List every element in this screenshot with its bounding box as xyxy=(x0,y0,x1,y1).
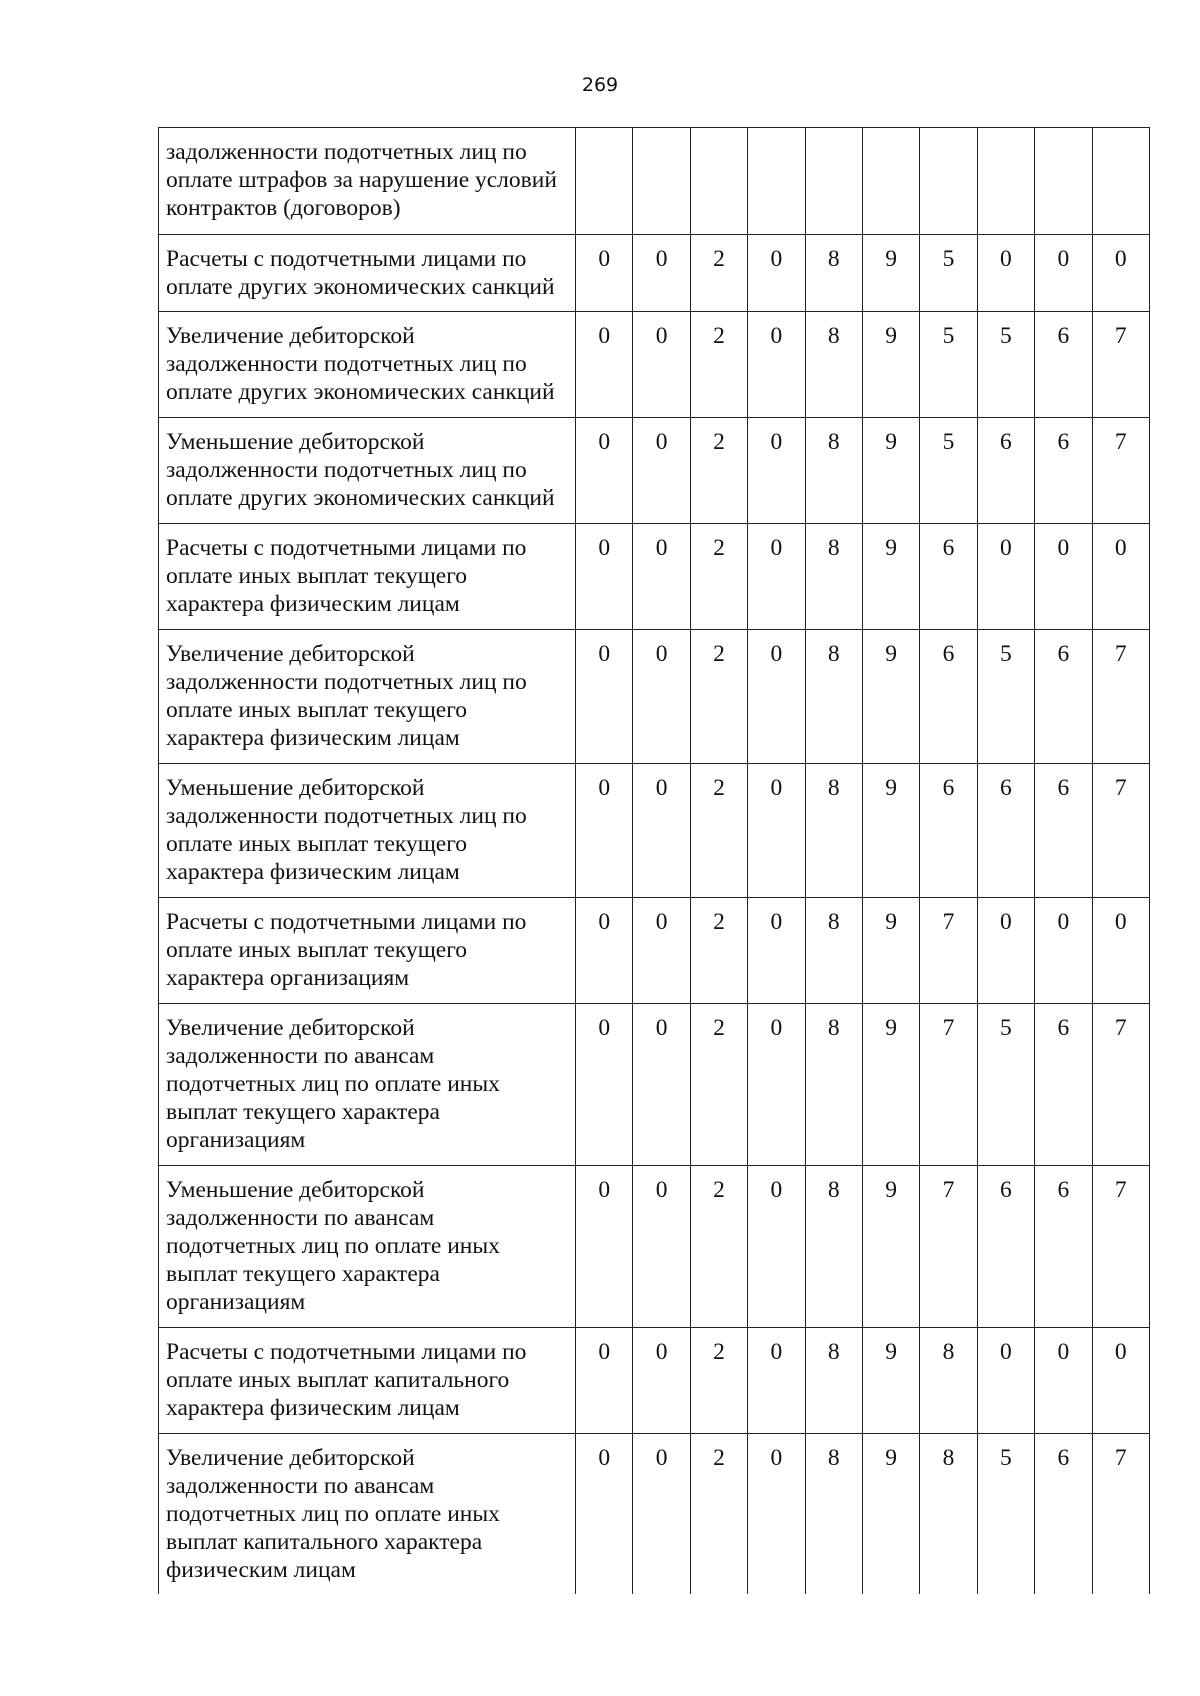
code-digit-cell: 0 xyxy=(748,898,805,1004)
table-row xyxy=(159,1434,1150,1594)
code-digit-cell: 0 xyxy=(1092,235,1149,312)
table-row xyxy=(159,1328,1150,1434)
code-digit-cell: 8 xyxy=(805,764,862,898)
code-digit-cell: 8 xyxy=(805,898,862,1004)
code-digit-cell: 0 xyxy=(576,312,633,418)
code-digit-cell: 9 xyxy=(862,312,919,418)
table-row xyxy=(159,235,1150,312)
code-digit-cell: 0 xyxy=(748,764,805,898)
code-digit-cell: 5 xyxy=(977,630,1034,764)
code-digit-cell: 0 xyxy=(1092,524,1149,630)
code-digit-cell: 0 xyxy=(977,524,1034,630)
code-digit-cell: 2 xyxy=(690,312,747,418)
code-digit-cell xyxy=(748,128,805,235)
code-digit-cell: 0 xyxy=(576,235,633,312)
code-digit-cell: 0 xyxy=(576,630,633,764)
code-digit-cell: 6 xyxy=(1035,1166,1092,1328)
code-digit-cell: 8 xyxy=(805,1328,862,1434)
code-digit-cell: 7 xyxy=(1092,630,1149,764)
code-digit-cell: 6 xyxy=(1035,764,1092,898)
code-digit-cell: 0 xyxy=(633,630,690,764)
code-digit-cell: 6 xyxy=(1035,630,1092,764)
code-digit-cell xyxy=(1092,128,1149,235)
code-digit-cell: 0 xyxy=(576,1004,633,1166)
table-row xyxy=(159,1004,1150,1166)
code-digit-cell: 0 xyxy=(748,1328,805,1434)
table-row xyxy=(159,312,1150,418)
code-digit-cell: 9 xyxy=(862,898,919,1004)
code-digit-cell xyxy=(805,128,862,235)
code-digit-cell: 8 xyxy=(805,312,862,418)
code-digit-cell: 0 xyxy=(633,898,690,1004)
code-digit-cell: 2 xyxy=(690,1004,747,1166)
code-digit-cell: 0 xyxy=(576,898,633,1004)
code-digit-cell: 6 xyxy=(977,1166,1034,1328)
code-digit-cell: 0 xyxy=(633,1434,690,1594)
code-digit-cell: 9 xyxy=(862,764,919,898)
code-digit-cell: 2 xyxy=(690,630,747,764)
code-digit-cell: 0 xyxy=(633,1004,690,1166)
table-row xyxy=(159,898,1150,1004)
code-digit-cell: 7 xyxy=(1092,764,1149,898)
code-digit-cell: 0 xyxy=(633,312,690,418)
code-digit-cell: 6 xyxy=(1035,418,1092,524)
row-description: Уменьшение дебиторской задолженности по авансам подотчетных лиц по оплате иных выплат текущего характера организациям xyxy=(159,1166,576,1328)
code-digit-cell: 8 xyxy=(920,1434,977,1594)
code-digit-cell xyxy=(977,128,1034,235)
table-row xyxy=(159,418,1150,524)
code-digit-cell: 5 xyxy=(920,235,977,312)
code-digit-cell: 7 xyxy=(920,1166,977,1328)
code-digit-cell: 7 xyxy=(920,1004,977,1166)
row-description: Расчеты с подотчетными лицами по оплате иных выплат капитального характера физическим лицам xyxy=(159,1328,576,1434)
row-description: Уменьшение дебиторской задолженности подотчетных лиц по оплате других экономических санкций xyxy=(159,418,576,524)
code-digit-cell: 8 xyxy=(805,1434,862,1594)
code-digit-cell: 0 xyxy=(576,524,633,630)
code-digit-cell: 9 xyxy=(862,1166,919,1328)
code-digit-cell: 7 xyxy=(1092,1004,1149,1166)
code-digit-cell: 8 xyxy=(805,1004,862,1166)
code-digit-cell: 0 xyxy=(576,1434,633,1594)
row-description: Расчеты с подотчетными лицами по оплате иных выплат текущего характера физическим лицам xyxy=(159,524,576,630)
code-digit-cell: 0 xyxy=(1035,524,1092,630)
code-digit-cell: 0 xyxy=(633,235,690,312)
code-digit-cell: 2 xyxy=(690,524,747,630)
code-digit-cell: 2 xyxy=(690,764,747,898)
code-digit-cell: 2 xyxy=(690,418,747,524)
row-description: Расчеты с подотчетными лицами по оплате других экономических санкций xyxy=(159,235,576,312)
code-digit-cell xyxy=(633,128,690,235)
code-digit-cell: 6 xyxy=(1035,1004,1092,1166)
code-digit-cell: 0 xyxy=(748,312,805,418)
code-digit-cell: 0 xyxy=(977,898,1034,1004)
code-digit-cell: 0 xyxy=(1035,235,1092,312)
table-row xyxy=(159,524,1150,630)
code-digit-cell: 5 xyxy=(977,312,1034,418)
row-description: Увеличение дебиторской задолженности по авансам подотчетных лиц по оплате иных выплат капитального характера физическим лицам xyxy=(159,1434,576,1594)
code-digit-cell: 7 xyxy=(1092,312,1149,418)
code-digit-cell: 8 xyxy=(920,1328,977,1434)
code-digit-cell: 9 xyxy=(862,1328,919,1434)
code-digit-cell: 0 xyxy=(576,1328,633,1434)
code-digit-cell: 8 xyxy=(805,418,862,524)
code-digit-cell: 2 xyxy=(690,1166,747,1328)
code-digit-cell: 2 xyxy=(690,1328,747,1434)
code-digit-cell: 0 xyxy=(748,524,805,630)
code-digit-cell: 0 xyxy=(748,235,805,312)
code-digit-cell: 0 xyxy=(1035,1328,1092,1434)
code-digit-cell: 2 xyxy=(690,235,747,312)
row-description: Увеличение дебиторской задолженности по авансам подотчетных лиц по оплате иных выплат текущего характера организациям xyxy=(159,1004,576,1166)
code-digit-cell xyxy=(576,128,633,235)
table-row xyxy=(159,1166,1150,1328)
code-digit-cell: 0 xyxy=(748,418,805,524)
code-digit-cell: 5 xyxy=(920,418,977,524)
code-digit-cell: 5 xyxy=(920,312,977,418)
code-digit-cell: 9 xyxy=(862,630,919,764)
code-digit-cell: 0 xyxy=(977,1328,1034,1434)
code-digit-cell: 6 xyxy=(1035,312,1092,418)
code-digit-cell: 0 xyxy=(633,764,690,898)
row-description: Расчеты с подотчетными лицами по оплате иных выплат текущего характера организациям xyxy=(159,898,576,1004)
code-digit-cell: 0 xyxy=(748,1004,805,1166)
code-digit-cell: 6 xyxy=(977,764,1034,898)
page-number: 269 xyxy=(581,74,619,96)
code-digit-cell: 8 xyxy=(805,630,862,764)
row-description: Уменьшение дебиторской задолженности подотчетных лиц по оплате иных выплат текущего характера физическим лицам xyxy=(159,764,576,898)
code-digit-cell: 0 xyxy=(1092,1328,1149,1434)
code-digit-cell xyxy=(920,128,977,235)
code-digit-cell: 6 xyxy=(1035,1434,1092,1594)
code-digit-cell: 5 xyxy=(977,1004,1034,1166)
code-digit-cell: 6 xyxy=(920,524,977,630)
code-digit-cell: 7 xyxy=(1092,418,1149,524)
code-digit-cell: 0 xyxy=(748,630,805,764)
table-body xyxy=(159,128,1150,1594)
code-digit-cell xyxy=(1035,128,1092,235)
code-digit-cell: 6 xyxy=(977,418,1034,524)
code-digit-cell: 7 xyxy=(920,898,977,1004)
row-description: Увеличение дебиторской задолженности подотчетных лиц по оплате иных выплат текущего характера физическим лицам xyxy=(159,630,576,764)
code-digit-cell: 2 xyxy=(690,1434,747,1594)
code-digit-cell xyxy=(862,128,919,235)
code-digit-cell: 0 xyxy=(576,764,633,898)
code-digit-cell: 0 xyxy=(748,1434,805,1594)
code-digit-cell: 0 xyxy=(1035,898,1092,1004)
code-digit-cell: 0 xyxy=(633,418,690,524)
table-row xyxy=(159,630,1150,764)
code-digit-cell: 9 xyxy=(862,418,919,524)
code-digit-cell xyxy=(690,128,747,235)
code-digit-cell: 8 xyxy=(805,235,862,312)
code-digit-cell: 0 xyxy=(633,524,690,630)
code-digit-cell: 9 xyxy=(862,524,919,630)
table-row xyxy=(159,128,1150,235)
code-digit-cell: 2 xyxy=(690,898,747,1004)
row-description: Увеличение дебиторской задолженности подотчетных лиц по оплате других экономических санкций xyxy=(159,312,576,418)
code-digit-cell: 5 xyxy=(977,1434,1034,1594)
code-digit-cell: 6 xyxy=(920,630,977,764)
code-digit-cell: 6 xyxy=(920,764,977,898)
code-digit-cell: 7 xyxy=(1092,1166,1149,1328)
code-digit-cell: 0 xyxy=(633,1328,690,1434)
code-digit-cell: 9 xyxy=(862,235,919,312)
code-digit-cell: 0 xyxy=(576,418,633,524)
code-digit-cell: 0 xyxy=(977,235,1034,312)
code-digit-cell: 0 xyxy=(748,1166,805,1328)
code-digit-cell: 0 xyxy=(1092,898,1149,1004)
code-digit-cell: 9 xyxy=(862,1004,919,1166)
code-digit-cell: 7 xyxy=(1092,1434,1149,1594)
table-row xyxy=(159,764,1150,898)
code-digit-cell: 0 xyxy=(576,1166,633,1328)
account-codes-table xyxy=(158,127,1150,1594)
code-digit-cell: 9 xyxy=(862,1434,919,1594)
code-digit-cell: 8 xyxy=(805,1166,862,1328)
code-digit-cell: 0 xyxy=(633,1166,690,1328)
row-description: задолженности подотчетных лиц по оплате штрафов за нарушение условий контрактов (договоров) xyxy=(159,128,576,235)
code-digit-cell: 8 xyxy=(805,524,862,630)
